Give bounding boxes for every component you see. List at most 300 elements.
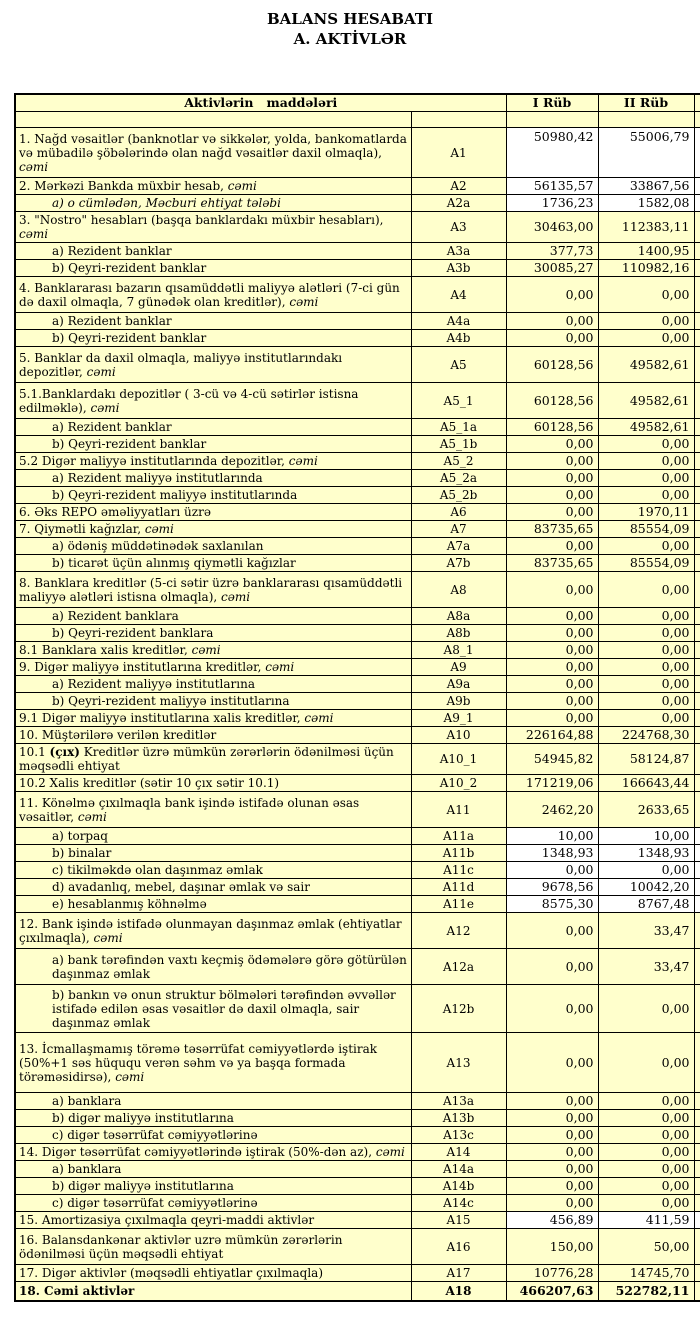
item-code: A10_2 bbox=[411, 775, 506, 792]
q2-value: 0,00 bbox=[598, 1110, 694, 1127]
item-code: A2a bbox=[411, 195, 506, 212]
balance-table bbox=[14, 93, 700, 1302]
cutoff-column-cell bbox=[694, 128, 700, 178]
item-code: A17 bbox=[411, 1265, 506, 1282]
q1-value bbox=[506, 112, 598, 128]
item-code: A18 bbox=[411, 1282, 506, 1301]
cutoff-column-cell bbox=[694, 260, 700, 277]
item-code: A10 bbox=[411, 727, 506, 744]
q1-value: 50980,42 bbox=[506, 128, 598, 178]
item-code: A4 bbox=[411, 277, 506, 313]
item-code: A11a bbox=[411, 828, 506, 845]
table-row-A12b bbox=[15, 985, 700, 1033]
item-label: a) Rezident maliyyə institutlarında bbox=[15, 470, 411, 487]
table-row-A14b bbox=[15, 1178, 700, 1195]
q1-value: 0,00 bbox=[506, 985, 598, 1033]
q2-value: 110982,16 bbox=[598, 260, 694, 277]
cutoff-column-cell bbox=[694, 1229, 700, 1265]
item-code: A8a bbox=[411, 608, 506, 625]
item-label: b) digər maliyyə institutlarına bbox=[15, 1110, 411, 1127]
item-label: a) bank tərəfindən vaxtı keçmiş ödəmələrə görə götürülən daşınmaz əmlak bbox=[15, 949, 411, 985]
cutoff-column-cell bbox=[694, 608, 700, 625]
item-label: b) Qeyri-rezident maliyyə institutlarında bbox=[15, 487, 411, 504]
q2-value: 1348,93 bbox=[598, 845, 694, 862]
q1-value: 0,00 bbox=[506, 1178, 598, 1195]
item-code: A11e bbox=[411, 896, 506, 913]
item-label: a) Rezident banklar bbox=[15, 419, 411, 436]
q1-value: 0,00 bbox=[506, 313, 598, 330]
item-label: 9.1 Digər maliyyə institutlarına xalis kreditlər, cəmi bbox=[15, 710, 411, 727]
q2-value: 0,00 bbox=[598, 313, 694, 330]
cutoff-column-cell bbox=[694, 212, 700, 243]
table-row-A8 bbox=[15, 572, 700, 608]
item-code: A11b bbox=[411, 845, 506, 862]
q1-value: 83735,65 bbox=[506, 521, 598, 538]
cutoff-column-cell bbox=[694, 572, 700, 608]
q1-value: 0,00 bbox=[506, 487, 598, 504]
cutoff-column-cell bbox=[694, 693, 700, 710]
item-label: b) bankın və onun struktur bölmələri tərəfindən əvvəllər istifadə edilən əsas vəsaitlər də daxil olmaqla, sair daşınmaz əmlak bbox=[15, 985, 411, 1033]
cutoff-column-cell bbox=[694, 775, 700, 792]
q1-value: 2462,20 bbox=[506, 792, 598, 828]
table-row-A5_2a bbox=[15, 470, 700, 487]
q2-value: 0,00 bbox=[598, 470, 694, 487]
q1-value: 0,00 bbox=[506, 642, 598, 659]
table-row-A9 bbox=[15, 659, 700, 676]
q1-value: 60128,56 bbox=[506, 347, 598, 383]
cutoff-column-cell bbox=[694, 521, 700, 538]
item-label: a) Rezident banklar bbox=[15, 313, 411, 330]
q1-value: 0,00 bbox=[506, 693, 598, 710]
table-row-A3a bbox=[15, 243, 700, 260]
q1-value: 0,00 bbox=[506, 504, 598, 521]
cutoff-column-cell bbox=[694, 1161, 700, 1178]
cutoff-column-cell bbox=[694, 1282, 700, 1301]
cutoff-column-cell bbox=[694, 383, 700, 419]
q2-value: 0,00 bbox=[598, 1161, 694, 1178]
q1-value: 0,00 bbox=[506, 949, 598, 985]
q2-value: 0,00 bbox=[598, 1195, 694, 1212]
q2-value: 50,00 bbox=[598, 1229, 694, 1265]
q2-value bbox=[598, 112, 694, 128]
q2-value: 10,00 bbox=[598, 828, 694, 845]
table-row-A11 bbox=[15, 792, 700, 828]
item-label: 4. Banklararası bazarın qısamüddətli maliyyə alətləri (7-ci gün də daxil olmaqla, 7 günədək olan kreditlər), cəmi bbox=[15, 277, 411, 313]
item-code: A5_2a bbox=[411, 470, 506, 487]
q2-value: 0,00 bbox=[598, 985, 694, 1033]
item-label: 14. Digər təsərrüfat cəmiyyətlərində iştirak (50%-dən az), cəmi bbox=[15, 1144, 411, 1161]
q1-value: 0,00 bbox=[506, 277, 598, 313]
q1-value: 0,00 bbox=[506, 538, 598, 555]
item-code: A5_2 bbox=[411, 453, 506, 470]
q1-value: 1348,93 bbox=[506, 845, 598, 862]
cutoff-column-cell bbox=[694, 178, 700, 195]
cutoff-column-cell bbox=[694, 419, 700, 436]
item-code: A4b bbox=[411, 330, 506, 347]
q2-value: 85554,09 bbox=[598, 555, 694, 572]
item-code: A5_1b bbox=[411, 436, 506, 453]
table-row-A12 bbox=[15, 913, 700, 949]
table-row-A8_1 bbox=[15, 642, 700, 659]
table-row-A9b bbox=[15, 693, 700, 710]
q2-value: 8767,48 bbox=[598, 896, 694, 913]
table-row-A2 bbox=[15, 178, 700, 195]
cutoff-column-cell bbox=[694, 347, 700, 383]
item-code: A3 bbox=[411, 212, 506, 243]
cutoff-column-cell bbox=[694, 1110, 700, 1127]
cutoff-column-cell bbox=[694, 985, 700, 1033]
q2-value: 33867,56 bbox=[598, 178, 694, 195]
item-label: c) tikilməkdə olan daşınmaz əmlak bbox=[15, 862, 411, 879]
item-label: a) ödəniş müddətinədək saxlanılan bbox=[15, 538, 411, 555]
item-label: 1. Nağd vəsaitlər (banknotlar və sikkələr, yolda, bankomatlarda və mübadilə şöbələrində olan nağd vəsaitlər daxil olmaqla), cəmi bbox=[15, 128, 411, 178]
cutoff-column-cell bbox=[694, 949, 700, 985]
table-row-A13a bbox=[15, 1093, 700, 1110]
cutoff-column-cell bbox=[694, 744, 700, 775]
header-row bbox=[15, 94, 700, 112]
cutoff-column-cell bbox=[694, 845, 700, 862]
q2-value: 49582,61 bbox=[598, 419, 694, 436]
q2-value: 0,00 bbox=[598, 572, 694, 608]
q2-value: 0,00 bbox=[598, 1178, 694, 1195]
item-label: 5. Banklar da daxil olmaqla, maliyyə institutlarındakı depozitlər, cəmi bbox=[15, 347, 411, 383]
q1-value: 54945,82 bbox=[506, 744, 598, 775]
report-title-line2: A. AKTİVLƏR bbox=[293, 30, 407, 48]
table-row-A13c bbox=[15, 1127, 700, 1144]
q2-value: 33,47 bbox=[598, 949, 694, 985]
table-row-A4b bbox=[15, 330, 700, 347]
table-row-A13 bbox=[15, 1033, 700, 1093]
table-row-A6 bbox=[15, 504, 700, 521]
column-header-q2: II Rüb bbox=[598, 94, 694, 112]
item-label: b) Qeyri-rezident banklar bbox=[15, 260, 411, 277]
table-row-empty bbox=[15, 112, 700, 128]
q1-value: 0,00 bbox=[506, 608, 598, 625]
cutoff-column-cell bbox=[694, 828, 700, 845]
q1-value: 171219,06 bbox=[506, 775, 598, 792]
item-label: a) torpaq bbox=[15, 828, 411, 845]
q2-value: 1970,11 bbox=[598, 504, 694, 521]
item-code: A4a bbox=[411, 313, 506, 330]
cutoff-column-cell bbox=[694, 277, 700, 313]
item-code: A11 bbox=[411, 792, 506, 828]
q1-value: 60128,56 bbox=[506, 419, 598, 436]
q1-value: 466207,63 bbox=[506, 1282, 598, 1301]
item-label: 9. Digər maliyyə institutlarına kreditlər, cəmi bbox=[15, 659, 411, 676]
cutoff-column-cell bbox=[694, 1212, 700, 1229]
column-header-cutoff bbox=[694, 94, 700, 112]
q2-value: 49582,61 bbox=[598, 347, 694, 383]
item-label: 13. İcmallaşmamış törəmə təsərrüfat cəmiyyətlərdə iştirak (50%+1 səs hüququ verən səhm və ya başqa formada törəməsidirsə), cəmi bbox=[15, 1033, 411, 1093]
table-row-A4 bbox=[15, 277, 700, 313]
table-row-A5_2 bbox=[15, 453, 700, 470]
q2-value: 0,00 bbox=[598, 693, 694, 710]
item-label: b) Qeyri-rezident banklara bbox=[15, 625, 411, 642]
cutoff-column-cell bbox=[694, 470, 700, 487]
item-label: b) Qeyri-rezident banklar bbox=[15, 330, 411, 347]
item-label: b) ticarət üçün alınmış qiymətli kağızlar bbox=[15, 555, 411, 572]
q1-value: 0,00 bbox=[506, 913, 598, 949]
q1-value: 150,00 bbox=[506, 1229, 598, 1265]
table-row-A10_2 bbox=[15, 775, 700, 792]
table-row-A14c bbox=[15, 1195, 700, 1212]
table-row-A5 bbox=[15, 347, 700, 383]
item-label: 15. Amortizasiya çıxılmaqla qeyri-maddi aktivlər bbox=[15, 1212, 411, 1229]
item-code: A14a bbox=[411, 1161, 506, 1178]
q1-value: 0,00 bbox=[506, 625, 598, 642]
item-label: a) Rezident banklara bbox=[15, 608, 411, 625]
cutoff-column-cell bbox=[694, 330, 700, 347]
q2-value: 33,47 bbox=[598, 913, 694, 949]
item-code: A5_2b bbox=[411, 487, 506, 504]
item-label: 5.1.Banklardakı depozitlər ( 3-cü və 4-cü sətirlər istisna edilməklə), cəmi bbox=[15, 383, 411, 419]
item-code: A7b bbox=[411, 555, 506, 572]
cutoff-column-cell bbox=[694, 1265, 700, 1282]
table-row-A11b bbox=[15, 845, 700, 862]
item-code: A8_1 bbox=[411, 642, 506, 659]
q2-value: 55006,79 bbox=[598, 128, 694, 178]
q1-value: 0,00 bbox=[506, 436, 598, 453]
cutoff-column-cell bbox=[694, 642, 700, 659]
cutoff-column-cell bbox=[694, 243, 700, 260]
item-label: 16. Balansdankənar aktivlər uzrə mümkün zərərlərin ödənilməsi üçün məqsədli ehtiyat bbox=[15, 1229, 411, 1265]
q1-value: 377,73 bbox=[506, 243, 598, 260]
table-row-A12a bbox=[15, 949, 700, 985]
table-row-A11a bbox=[15, 828, 700, 845]
item-code: A6 bbox=[411, 504, 506, 521]
q2-value: 85554,09 bbox=[598, 521, 694, 538]
item-label: 5.2 Digər maliyyə institutlarında depozitlər, cəmi bbox=[15, 453, 411, 470]
q2-value: 224768,30 bbox=[598, 727, 694, 744]
table-row-A18 bbox=[15, 1282, 700, 1301]
q1-value: 0,00 bbox=[506, 1195, 598, 1212]
q1-value: 0,00 bbox=[506, 1033, 598, 1093]
q2-value: 0,00 bbox=[598, 710, 694, 727]
q2-value: 14745,70 bbox=[598, 1265, 694, 1282]
cutoff-column-cell bbox=[694, 913, 700, 949]
q1-value: 8575,30 bbox=[506, 896, 598, 913]
item-code: A5_1a bbox=[411, 419, 506, 436]
item-code: A13 bbox=[411, 1033, 506, 1093]
table-row-A1 bbox=[15, 128, 700, 178]
table-row-A4a bbox=[15, 313, 700, 330]
table-row-A10 bbox=[15, 727, 700, 744]
item-code: A13a bbox=[411, 1093, 506, 1110]
q1-value: 0,00 bbox=[506, 1093, 598, 1110]
table-row-A7b bbox=[15, 555, 700, 572]
cutoff-column-cell bbox=[694, 313, 700, 330]
item-code: A3b bbox=[411, 260, 506, 277]
q1-value: 0,00 bbox=[506, 1161, 598, 1178]
q2-value: 1400,95 bbox=[598, 243, 694, 260]
table-row-A7 bbox=[15, 521, 700, 538]
q2-value: 49582,61 bbox=[598, 383, 694, 419]
item-code: A9 bbox=[411, 659, 506, 676]
q1-value: 1736,23 bbox=[506, 195, 598, 212]
table-row-A5_2b bbox=[15, 487, 700, 504]
table-row-A5_1 bbox=[15, 383, 700, 419]
q2-value: 2633,65 bbox=[598, 792, 694, 828]
cutoff-column-cell bbox=[694, 1195, 700, 1212]
table-row-A17 bbox=[15, 1265, 700, 1282]
cutoff-column-cell bbox=[694, 792, 700, 828]
asset-table-body bbox=[15, 112, 700, 1301]
cutoff-column-cell bbox=[694, 659, 700, 676]
item-label: c) digər təsərrüfat cəmiyyətlərinə bbox=[15, 1127, 411, 1144]
item-label: 18. Cəmi aktivlər bbox=[15, 1282, 411, 1301]
item-label: 12. Bank işində istifadə olunmayan daşınmaz əmlak (ehtiyatlar çıxılmaqla), cəmi bbox=[15, 913, 411, 949]
q1-value: 10,00 bbox=[506, 828, 598, 845]
q1-value: 0,00 bbox=[506, 1110, 598, 1127]
q1-value: 0,00 bbox=[506, 470, 598, 487]
item-code: A2 bbox=[411, 178, 506, 195]
q1-value: 83735,65 bbox=[506, 555, 598, 572]
item-code: A8b bbox=[411, 625, 506, 642]
table-row-A16 bbox=[15, 1229, 700, 1265]
cutoff-column-cell bbox=[694, 195, 700, 212]
item-label: a) o cümlədən, Məcburi ehtiyat tələbi bbox=[15, 195, 411, 212]
item-label: a) Rezident banklar bbox=[15, 243, 411, 260]
item-code: A9_1 bbox=[411, 710, 506, 727]
table-row-A3 bbox=[15, 212, 700, 243]
q2-value: 0,00 bbox=[598, 538, 694, 555]
q2-value: 0,00 bbox=[598, 659, 694, 676]
item-code: A8 bbox=[411, 572, 506, 608]
item-code: A7a bbox=[411, 538, 506, 555]
q1-value: 0,00 bbox=[506, 1144, 598, 1161]
item-code: A14 bbox=[411, 1144, 506, 1161]
item-label bbox=[15, 112, 411, 128]
q1-value: 0,00 bbox=[506, 572, 598, 608]
item-code: A9b bbox=[411, 693, 506, 710]
item-label: 2. Mərkəzi Bankda müxbir hesab, cəmi bbox=[15, 178, 411, 195]
cutoff-column-cell bbox=[694, 436, 700, 453]
q1-value: 30085,27 bbox=[506, 260, 598, 277]
table-row-A2a bbox=[15, 195, 700, 212]
q1-value: 456,89 bbox=[506, 1212, 598, 1229]
q2-value: 0,00 bbox=[598, 625, 694, 642]
q2-value: 0,00 bbox=[598, 1033, 694, 1093]
item-code: A10_1 bbox=[411, 744, 506, 775]
item-label: b) Qeyri-rezident maliyyə institutlarına bbox=[15, 693, 411, 710]
item-label: 10. Müştərilərə verilən kreditlər bbox=[15, 727, 411, 744]
item-code: A13c bbox=[411, 1127, 506, 1144]
q1-value: 9678,56 bbox=[506, 879, 598, 896]
q2-value: 0,00 bbox=[598, 676, 694, 693]
q1-value: 10776,28 bbox=[506, 1265, 598, 1282]
q1-value: 56135,57 bbox=[506, 178, 598, 195]
item-label: a) Rezident maliyyə institutlarına bbox=[15, 676, 411, 693]
q1-value: 0,00 bbox=[506, 453, 598, 470]
q2-value: 10042,20 bbox=[598, 879, 694, 896]
q2-value: 58124,87 bbox=[598, 744, 694, 775]
table-row-A13b bbox=[15, 1110, 700, 1127]
item-code bbox=[411, 112, 506, 128]
item-label: d) avadanlıq, mebel, daşınar əmlak və sair bbox=[15, 879, 411, 896]
table-row-A11d bbox=[15, 879, 700, 896]
table-row-A8b bbox=[15, 625, 700, 642]
item-label: 10.1 (çıx) Kreditlər üzrə mümkün zərərlərin ödənilməsi üçün məqsədli ehtiyat bbox=[15, 744, 411, 775]
cutoff-column-cell bbox=[694, 453, 700, 470]
cutoff-column-cell bbox=[694, 112, 700, 128]
cutoff-column-cell bbox=[694, 896, 700, 913]
item-label: 11. Könəlmə çıxılmaqla bank işində istifadə olunan əsas vəsaitlər, cəmi bbox=[15, 792, 411, 828]
q1-value: 60128,56 bbox=[506, 383, 598, 419]
item-code: A1 bbox=[411, 128, 506, 178]
item-code: A12b bbox=[411, 985, 506, 1033]
table-row-A10_1 bbox=[15, 744, 700, 775]
q1-value: 0,00 bbox=[506, 1127, 598, 1144]
item-label: 8. Banklara kreditlər (5-ci sətir üzrə banklararası qısamüddətli maliyyə alətləri istisna olmaqla), cəmi bbox=[15, 572, 411, 608]
item-label: a) banklara bbox=[15, 1161, 411, 1178]
item-label: b) binalar bbox=[15, 845, 411, 862]
item-code: A12 bbox=[411, 913, 506, 949]
q2-value: 0,00 bbox=[598, 1127, 694, 1144]
cutoff-column-cell bbox=[694, 487, 700, 504]
cutoff-column-cell bbox=[694, 555, 700, 572]
table-row-A11c bbox=[15, 862, 700, 879]
cutoff-column-cell bbox=[694, 1033, 700, 1093]
cutoff-column-cell bbox=[694, 538, 700, 555]
q2-value: 112383,11 bbox=[598, 212, 694, 243]
cutoff-column-cell bbox=[694, 879, 700, 896]
item-label: a) banklara bbox=[15, 1093, 411, 1110]
item-code: A9a bbox=[411, 676, 506, 693]
q2-value: 166643,44 bbox=[598, 775, 694, 792]
table-row-A9a bbox=[15, 676, 700, 693]
cutoff-column-cell bbox=[694, 676, 700, 693]
q1-value: 226164,88 bbox=[506, 727, 598, 744]
item-code: A15 bbox=[411, 1212, 506, 1229]
cutoff-column-cell bbox=[694, 504, 700, 521]
column-header-items: Aktivlərin maddələri bbox=[15, 94, 506, 112]
table-row-A5_1a bbox=[15, 419, 700, 436]
report-title-line1: BALANS HESABATI bbox=[266, 10, 434, 28]
q2-value: 0,00 bbox=[598, 862, 694, 879]
column-header-q1: I Rüb bbox=[506, 94, 598, 112]
q2-value: 0,00 bbox=[598, 453, 694, 470]
item-label: e) hesablanmış köhnəlmə bbox=[15, 896, 411, 913]
cutoff-column-cell bbox=[694, 1127, 700, 1144]
cutoff-column-cell bbox=[694, 1144, 700, 1161]
item-label: b) Qeyri-rezident banklar bbox=[15, 436, 411, 453]
q2-value: 522782,11 bbox=[598, 1282, 694, 1301]
q1-value: 0,00 bbox=[506, 659, 598, 676]
q1-value: 0,00 bbox=[506, 710, 598, 727]
cutoff-column-cell bbox=[694, 862, 700, 879]
q2-value: 0,00 bbox=[598, 330, 694, 347]
q1-value: 30463,00 bbox=[506, 212, 598, 243]
table-row-A3b bbox=[15, 260, 700, 277]
q1-value: 0,00 bbox=[506, 330, 598, 347]
cutoff-column-cell bbox=[694, 625, 700, 642]
item-code: A5_1 bbox=[411, 383, 506, 419]
item-code: A13b bbox=[411, 1110, 506, 1127]
q2-value: 0,00 bbox=[598, 642, 694, 659]
q2-value: 0,00 bbox=[598, 1144, 694, 1161]
table-row-A14a bbox=[15, 1161, 700, 1178]
table-row-A11e bbox=[15, 896, 700, 913]
item-label: 17. Digər aktivlər (məqsədli ehtiyatlar çıxılmaqla) bbox=[15, 1265, 411, 1282]
item-code: A7 bbox=[411, 521, 506, 538]
item-code: A11d bbox=[411, 879, 506, 896]
table-row-A8a bbox=[15, 608, 700, 625]
q2-value: 0,00 bbox=[598, 487, 694, 504]
cutoff-column-cell bbox=[694, 1093, 700, 1110]
item-code: A16 bbox=[411, 1229, 506, 1265]
table-row-A5_1b bbox=[15, 436, 700, 453]
table-row-A15 bbox=[15, 1212, 700, 1229]
